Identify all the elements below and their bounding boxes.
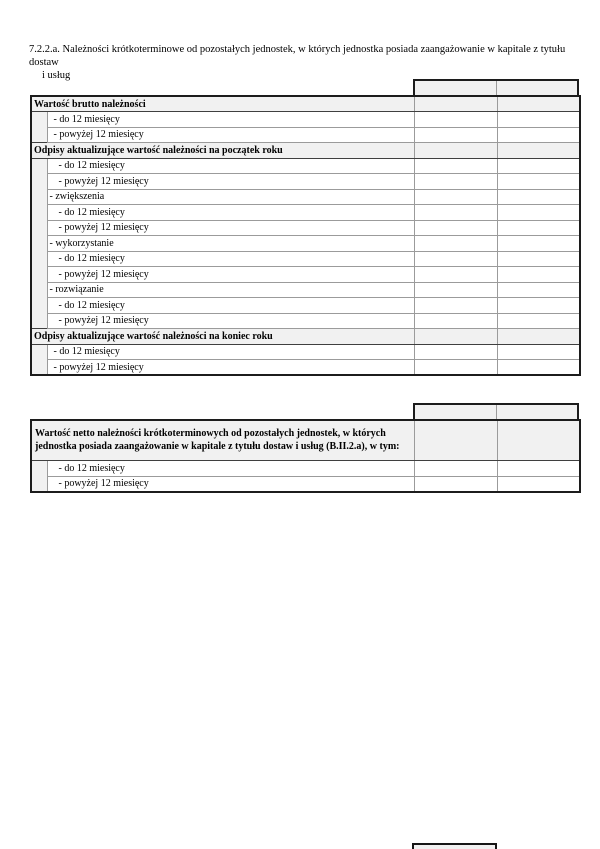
indent-gutter-cell <box>31 112 47 128</box>
table-row-section <box>31 96 580 112</box>
indent-gutter-cell <box>31 205 47 221</box>
value-cell <box>497 112 580 128</box>
value-cell <box>497 236 580 252</box>
value-cell <box>414 251 497 267</box>
value-cell <box>497 329 580 345</box>
value-cell <box>414 461 497 477</box>
indent-gutter-cell <box>31 344 47 360</box>
row-label-cell: - wykorzystanie <box>47 236 414 252</box>
value-cell <box>497 344 580 360</box>
value-cell <box>414 220 497 236</box>
indent-gutter-cell <box>31 282 47 298</box>
indent-gutter-cell <box>31 251 47 267</box>
indent-gutter-cell <box>31 189 47 205</box>
table-row <box>31 189 580 205</box>
value-cell <box>497 251 580 267</box>
value-cell <box>414 174 497 190</box>
value-cell <box>497 282 580 298</box>
row-label-cell: - powyżej 12 miesięcy <box>47 360 414 376</box>
indent-gutter-cell <box>31 476 47 492</box>
row-label-cell: - powyżej 12 miesięcy <box>47 476 414 492</box>
value-cell <box>497 205 580 221</box>
table-row <box>31 174 580 190</box>
header-box-table2 <box>413 403 579 419</box>
table-row <box>31 476 580 492</box>
row-label-cell: - do 12 miesięcy <box>47 344 414 360</box>
value-cell <box>497 476 580 492</box>
indent-gutter-cell <box>31 267 47 283</box>
value-cell <box>497 189 580 205</box>
value-cell <box>497 127 580 143</box>
header-cell <box>415 81 496 95</box>
table-row <box>31 251 580 267</box>
next-page-header-box-partial <box>412 843 497 849</box>
header-box-table1 <box>413 79 579 95</box>
row-label-cell: - powyżej 12 miesięcy <box>47 174 414 190</box>
header-cell <box>415 405 496 419</box>
table-row <box>31 158 580 174</box>
value-cell <box>414 476 497 492</box>
value-cell <box>414 298 497 314</box>
row-label-cell: - powyżej 12 miesięcy <box>47 267 414 283</box>
row-label-cell: - zwiększenia <box>47 189 414 205</box>
netto-label-line2: jednostka posiada zaangażowanie w kapitale z tytułu dostaw i usług (B.II.2.a), w tym: <box>35 440 400 452</box>
value-cell <box>414 205 497 221</box>
value-cell <box>497 298 580 314</box>
section-title <box>29 43 583 82</box>
table-row <box>31 360 580 376</box>
value-cell <box>414 344 497 360</box>
value-cell <box>414 420 497 461</box>
value-cell <box>414 329 497 345</box>
value-cell <box>497 220 580 236</box>
row-label-cell: - do 12 miesięcy <box>47 461 414 477</box>
value-cell <box>497 461 580 477</box>
value-cell <box>497 174 580 190</box>
row-label-cell: - do 12 miesięcy <box>47 112 414 128</box>
value-cell <box>414 112 497 128</box>
value-cell <box>414 282 497 298</box>
table-row <box>31 127 580 143</box>
table-row <box>31 298 580 314</box>
value-cell <box>414 96 497 112</box>
row-label-cell: - do 12 miesięcy <box>47 251 414 267</box>
row-label-cell: Wartość brutto należności <box>31 96 414 112</box>
value-cell <box>414 236 497 252</box>
section-title-line1: 7.2.2.a. Należności krótkoterminowe od pozostałych jednostek, w których jednostka posiada zaangażowanie w kapitale z tytułu dostaw <box>29 44 566 68</box>
table-row <box>31 313 580 329</box>
table-row-section <box>31 143 580 159</box>
row-label-cell: - powyżej 12 miesięcy <box>47 220 414 236</box>
header-cell <box>496 81 577 95</box>
indent-gutter-cell <box>31 220 47 236</box>
section-title-line2: i usług <box>42 70 71 81</box>
row-label-cell: Odpisy aktualizujące wartość należności na koniec roku <box>31 329 414 345</box>
indent-gutter-cell <box>31 298 47 314</box>
table-row <box>31 205 580 221</box>
table-row <box>31 282 580 298</box>
table-row <box>31 344 580 360</box>
row-label-cell: - do 12 miesięcy <box>47 298 414 314</box>
value-cell <box>497 313 580 329</box>
value-cell <box>497 420 580 461</box>
table-row <box>31 461 580 477</box>
value-cell <box>414 143 497 159</box>
table-row <box>31 236 580 252</box>
row-label-cell: - powyżej 12 miesięcy <box>47 127 414 143</box>
row-label-cell: Odpisy aktualizujące wartość należności na początek roku <box>31 143 414 159</box>
table-row <box>31 112 580 128</box>
value-cell <box>414 360 497 376</box>
value-cell <box>414 189 497 205</box>
indent-gutter-cell <box>31 313 47 329</box>
row-label-cell: - do 12 miesięcy <box>47 158 414 174</box>
value-cell <box>414 127 497 143</box>
table-row <box>31 267 580 283</box>
table-row-section <box>31 420 580 461</box>
table-1 <box>30 95 581 376</box>
indent-gutter-cell <box>31 360 47 376</box>
indent-gutter-cell <box>31 461 47 477</box>
table-row <box>31 220 580 236</box>
value-cell <box>497 267 580 283</box>
table-2 <box>30 419 581 493</box>
row-label-cell: - rozwiązanie <box>47 282 414 298</box>
value-cell <box>414 267 497 283</box>
value-cell <box>497 360 580 376</box>
table-row-section <box>31 329 580 345</box>
value-cell <box>497 96 580 112</box>
indent-gutter-cell <box>31 158 47 174</box>
row-label-cell <box>31 420 414 461</box>
indent-gutter-cell <box>31 127 47 143</box>
indent-gutter-cell <box>31 236 47 252</box>
value-cell <box>414 158 497 174</box>
value-cell <box>497 143 580 159</box>
header-cell <box>496 405 577 419</box>
indent-gutter-cell <box>31 174 47 190</box>
value-cell <box>414 313 497 329</box>
row-label-cell: - do 12 miesięcy <box>47 205 414 221</box>
row-label-cell: - powyżej 12 miesięcy <box>47 313 414 329</box>
value-cell <box>497 158 580 174</box>
netto-label-line1: Wartość netto należności krótkoterminowych od pozostałych jednostek, w których <box>35 428 386 439</box>
